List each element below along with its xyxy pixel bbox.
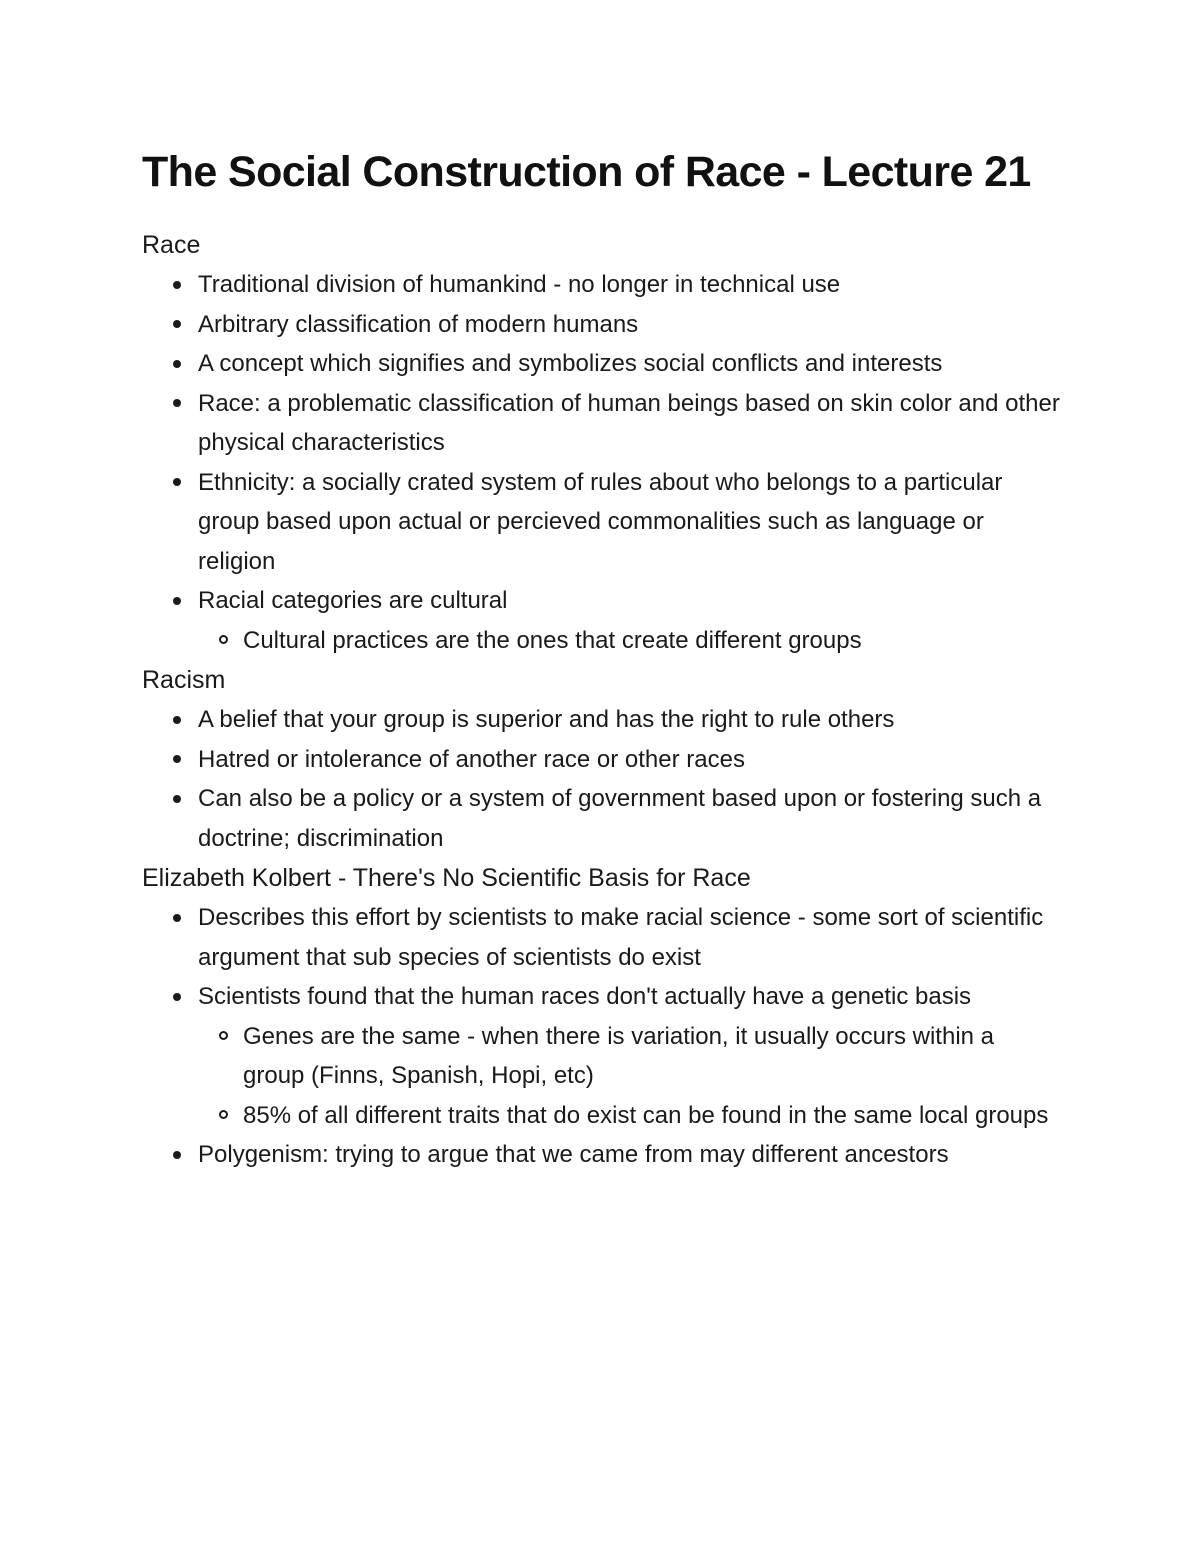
sub-bullet-list xyxy=(198,621,1062,661)
list-item xyxy=(198,977,1062,1135)
section-race xyxy=(142,225,1062,660)
section-heading: Racism xyxy=(142,666,226,694)
section-kolbert xyxy=(142,858,1062,1175)
sub-list-item: 85% of all different traits that do exist can be found in the same local groups xyxy=(243,1096,1062,1136)
document-page xyxy=(142,146,1062,1175)
list-item-text: Racial categories are cultural xyxy=(198,587,508,614)
list-item: Hatred or intolerance of another race or other races xyxy=(198,740,1062,780)
list-item: A concept which signifies and symbolizes social conflicts and interests xyxy=(198,344,1062,384)
list-item: Polygenism: trying to argue that we came from may different ancestors xyxy=(198,1135,1062,1175)
list-item xyxy=(198,581,1062,660)
section-heading: Race xyxy=(142,231,201,259)
section-heading: Elizabeth Kolbert - There's No Scientific Basis for Race xyxy=(142,864,751,892)
list-item: Race: a problematic classification of human beings based on skin color and other physical characteristics xyxy=(198,384,1062,463)
list-item: Describes this effort by scientists to make racial science - some sort of scientific argument that sub species of scientists do exist xyxy=(198,898,1062,977)
page-title: The Social Construction of Race - Lecture 21 xyxy=(142,148,1031,196)
sub-bullet-list xyxy=(198,1017,1062,1136)
list-item: Arbitrary classification of modern humans xyxy=(198,305,1062,345)
list-item: Can also be a policy or a system of government based upon or fostering such a doctrine; discrimination xyxy=(198,779,1062,858)
list-item: A belief that your group is superior and has the right to rule others xyxy=(198,700,1062,740)
section-racism xyxy=(142,660,1062,858)
bullet-list xyxy=(142,265,1062,660)
list-item: Traditional division of humankind - no longer in technical use xyxy=(198,265,1062,305)
sub-list-item: Genes are the same - when there is variation, it usually occurs within a group (Finns, Spanish, Hopi, etc) xyxy=(243,1017,1062,1096)
list-item: Ethnicity: a socially crated system of rules about who belongs to a particular group based upon actual or percieved commonalities such as language or religion xyxy=(198,463,1062,582)
bullet-list xyxy=(142,700,1062,858)
list-item-text: Scientists found that the human races don't actually have a genetic basis xyxy=(198,983,972,1010)
sub-list-item: Cultural practices are the ones that create different groups xyxy=(243,621,1062,661)
bullet-list xyxy=(142,898,1062,1175)
